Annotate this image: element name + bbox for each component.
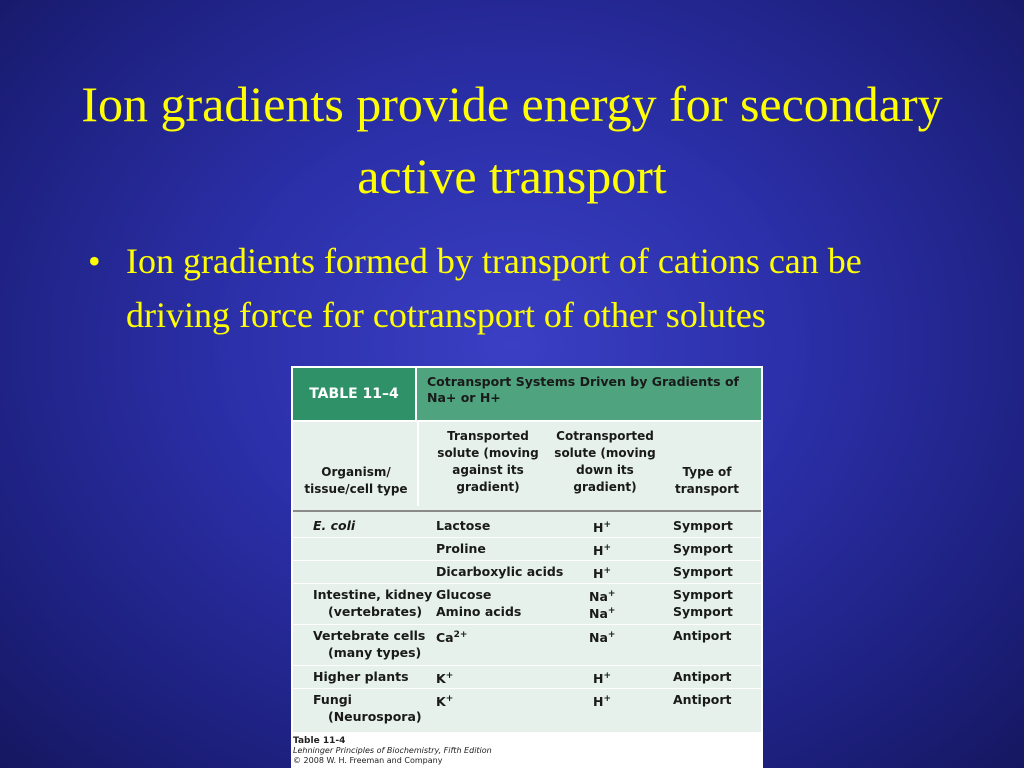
table-cell-type: Antiport: [673, 628, 732, 643]
table-cell-cotransported: H+: [593, 694, 612, 710]
table-cell-organism: Fungi: [313, 692, 352, 707]
row-divider: [293, 560, 761, 561]
table-footer: [293, 736, 492, 766]
row-divider: [293, 624, 761, 625]
column-header-type: Type of transport: [675, 465, 739, 496]
table-cell-organism: E. coli: [313, 518, 356, 533]
table-cell-cotransported: H+: [593, 671, 612, 687]
table-cell-solute: K+: [436, 671, 454, 687]
table-cell-type: Antiport: [673, 669, 732, 684]
bullet-text: Ion gradients formed by transport of cations can be driving force for cotransport of other solutes: [126, 241, 862, 335]
table-cell-solute: K+: [436, 694, 454, 710]
table-cell-solute: Proline: [436, 541, 486, 556]
slide-title: Ion gradients provide energy for secondary active transport: [81, 76, 943, 204]
column-header-transported: Transported solute (moving against its gradient): [437, 429, 539, 494]
table-cell-organism: Vertebrate cells: [313, 628, 426, 643]
footer-copyright: © 2008 W. H. Freeman and Company: [293, 756, 443, 765]
footer-book-title: Lehninger Principles of Biochemistry, Fifth Edition: [293, 746, 492, 755]
table-cell-organism: Intestine, kidney: [313, 587, 433, 602]
table-cell-solute: $Ca^{2+}$: [436, 630, 468, 646]
table-body: [293, 422, 761, 732]
table-cell-type: Symport: [673, 541, 733, 556]
table-cell-cotransported: H+: [593, 543, 612, 559]
footer-table-number: Table 11-4: [293, 736, 346, 746]
table-cell-organism: Higher plants: [313, 669, 409, 684]
header-rule: [293, 510, 761, 512]
table-cell-solute: Amino acids: [436, 604, 522, 619]
table-cell-organism-sub: (Neurospora): [328, 709, 422, 724]
table-cell-solute: Glucose: [436, 587, 492, 602]
column-header-cotransported: Cotransported solute (moving down its gradient): [554, 429, 656, 494]
table-cell-organism-sub: (vertebrates): [328, 604, 423, 619]
column-header-organism: Organism/ tissue/cell type: [304, 465, 408, 496]
row-divider: [293, 665, 761, 666]
table-tag: TABLE 11–4: [293, 368, 415, 420]
bullet-symbol: •: [88, 241, 101, 281]
cotransport-table: [291, 366, 763, 768]
table-cell-type: Antiport: [673, 692, 732, 707]
table-caption: [417, 368, 761, 420]
bullet-point: [88, 234, 968, 342]
table-cell-type: Symport: [673, 518, 733, 533]
row-divider: [293, 537, 761, 538]
table-cell-solute: Dicarboxylic acids: [436, 564, 564, 579]
row-divider: [293, 688, 761, 689]
table-header: [291, 366, 763, 422]
row-divider: [293, 583, 761, 584]
table-cell-cotransported: Na+: [589, 630, 616, 646]
table-caption-text: Cotransport Systems Driven by Gradients of Na+ or H+: [427, 374, 739, 405]
table-cell-type: Symport: [673, 587, 733, 602]
table-cell-cotransported: Na+: [589, 589, 616, 605]
table-cell-solute: Lactose: [436, 518, 491, 533]
table-cell-cotransported: Na+: [589, 606, 616, 622]
table-cell-organism-sub: (many types): [328, 645, 422, 660]
header-divider: [417, 422, 419, 506]
table-cell-cotransported: H+: [593, 520, 612, 536]
table-cell-cotransported: H+: [593, 566, 612, 582]
table-cell-type: Symport: [673, 564, 733, 579]
table-cell-type: Symport: [673, 604, 733, 619]
